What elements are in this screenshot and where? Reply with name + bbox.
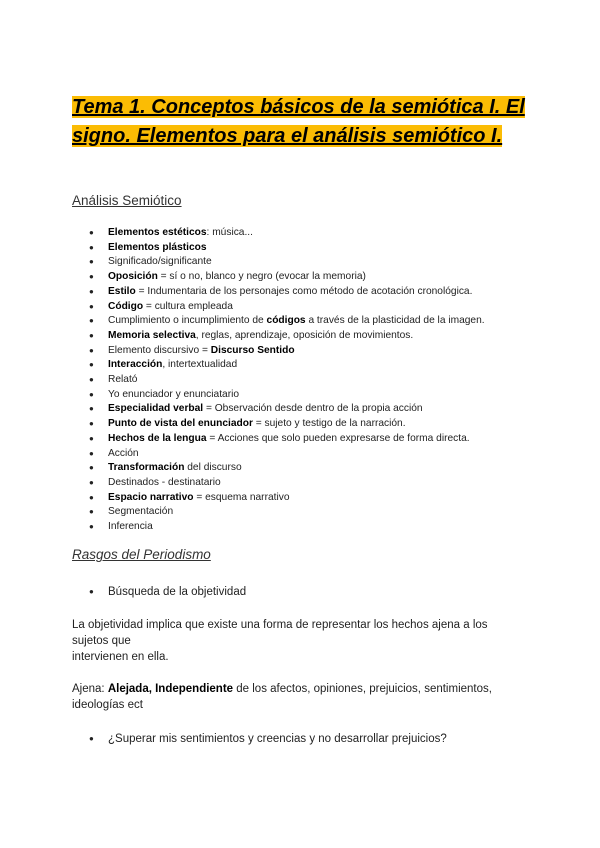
item-term: Espacio narrativo	[108, 491, 194, 503]
item-term: Transformación	[108, 462, 185, 474]
item-text: Relató	[108, 374, 138, 386]
bullet-icon: ●	[89, 433, 94, 443]
list-item	[72, 432, 485, 447]
item-text: = Acciones que solo pueden expresarse de forma directa.	[206, 432, 470, 444]
item-term: códigos	[266, 315, 306, 327]
bullet-icon: ●	[89, 242, 94, 252]
list-item	[72, 388, 485, 403]
item-term: Código	[108, 300, 144, 312]
item-text: = esquema narrativo	[193, 491, 290, 503]
bullet-icon: ●	[89, 301, 94, 311]
item-text: : música...	[206, 227, 253, 238]
item-prefix: Cumplimiento o incumplimiento de	[108, 315, 267, 327]
list-item	[72, 402, 485, 417]
document-title: Tema 1. Conceptos básicos de la semiótica I. El signo. Elementos para el análisis semiótico I.	[72, 96, 525, 147]
list-item	[72, 447, 485, 462]
list-item	[72, 344, 485, 359]
bullet-icon: ●	[89, 477, 94, 487]
item-text: Yo enunciador y enunciatario	[108, 388, 240, 400]
paragraph-objetividad: La objetividad implica que existe una forma de representar los hechos ajena a los sujetos que intervienen en ella.	[72, 619, 488, 663]
bullet-icon: ●	[89, 419, 94, 429]
item-term: Especialidad verbal	[108, 403, 204, 415]
item-text: ¿Superar mis sentimientos y creencias y no desarrollar prejuicios?	[108, 733, 447, 745]
list-item	[72, 417, 485, 432]
list-item	[72, 285, 485, 300]
item-term: Interacción	[108, 359, 163, 371]
list-item	[72, 584, 246, 600]
item-text: a través de la plasticidad de la imagen.	[305, 315, 485, 327]
item-term: Memoria selectiva	[108, 329, 196, 341]
bullet-icon: ●	[89, 330, 94, 340]
list-item	[72, 358, 485, 373]
list-item	[72, 461, 485, 476]
section-heading-rasgos: Rasgos del Periodismo	[72, 547, 211, 562]
list-item	[72, 520, 485, 535]
rasgos-list	[72, 584, 246, 600]
bullet-icon: ●	[89, 345, 94, 355]
section-heading-analisis: Análisis Semiótico	[72, 193, 182, 208]
bullet-icon: ●	[89, 286, 94, 296]
item-text: = cultura empleada	[143, 300, 233, 312]
bullet-icon: ●	[89, 463, 94, 473]
bullet-icon: ●	[89, 375, 94, 385]
item-term: Punto de vista del enunciador	[108, 418, 253, 430]
list-item	[72, 731, 447, 747]
item-text: = Observación desde dentro de la propia acción	[203, 403, 423, 415]
bullet-icon: ●	[89, 492, 94, 502]
item-text: , intertextualidad	[162, 359, 238, 371]
item-text: Inferencia	[108, 521, 153, 533]
list-item	[72, 373, 485, 388]
item-term: Estilo	[108, 285, 136, 297]
item-term: Hechos de la lengua	[108, 432, 207, 444]
bullet-icon: ●	[89, 734, 94, 743]
list-item	[72, 476, 485, 491]
bullet-icon: ●	[89, 389, 94, 399]
item-text: Búsqueda de la objetividad	[108, 586, 247, 598]
item-text: Segmentación	[108, 506, 174, 518]
list-item	[72, 270, 485, 285]
bullet-icon: ●	[89, 360, 94, 370]
item-term: Elementos estéticos	[108, 227, 207, 238]
analysis-list	[72, 226, 485, 535]
list-item	[72, 300, 485, 315]
item-text: del discurso	[184, 462, 242, 474]
list-item	[72, 241, 485, 256]
item-prefix: Elemento discursivo =	[108, 344, 211, 356]
item-term: Elementos plásticos	[108, 241, 207, 253]
item-text: , reglas, aprendizaje, oposición de movimientos.	[195, 329, 414, 341]
item-text: = sujeto y testigo de la narración.	[252, 418, 406, 430]
paragraph-ajena: Ajena: Alejada, Independiente de los afectos, opiniones, prejuicios, sentimientos, ideologías ect	[72, 683, 492, 711]
item-text: Acción	[108, 447, 139, 459]
item-term: Discurso Sentido	[210, 344, 295, 356]
list-item	[72, 329, 485, 344]
item-text: = Indumentaria de los personajes como método de acotación cronológica.	[135, 285, 473, 297]
bullet-icon: ●	[89, 316, 94, 326]
item-term: Oposición	[108, 271, 158, 283]
item-text: = sí o no, blanco y negro (evocar la memoria)	[157, 271, 366, 283]
list-item	[72, 491, 485, 506]
list-item	[72, 226, 485, 241]
bullet-icon: ●	[89, 522, 94, 532]
bullet-icon: ●	[89, 587, 94, 596]
bullet-icon: ●	[89, 404, 94, 414]
bullet-icon: ●	[89, 257, 94, 267]
bullet-icon: ●	[89, 272, 94, 282]
bullet-icon: ●	[89, 507, 94, 517]
item-text: Significado/significante	[108, 256, 212, 268]
list-item	[72, 255, 485, 270]
bullet-icon: ●	[89, 448, 94, 458]
item-text: Destinados - destinatario	[108, 476, 221, 488]
list-item	[72, 505, 485, 520]
list-item	[72, 314, 485, 329]
bullet-icon: ●	[89, 228, 94, 237]
final-list	[72, 731, 447, 747]
